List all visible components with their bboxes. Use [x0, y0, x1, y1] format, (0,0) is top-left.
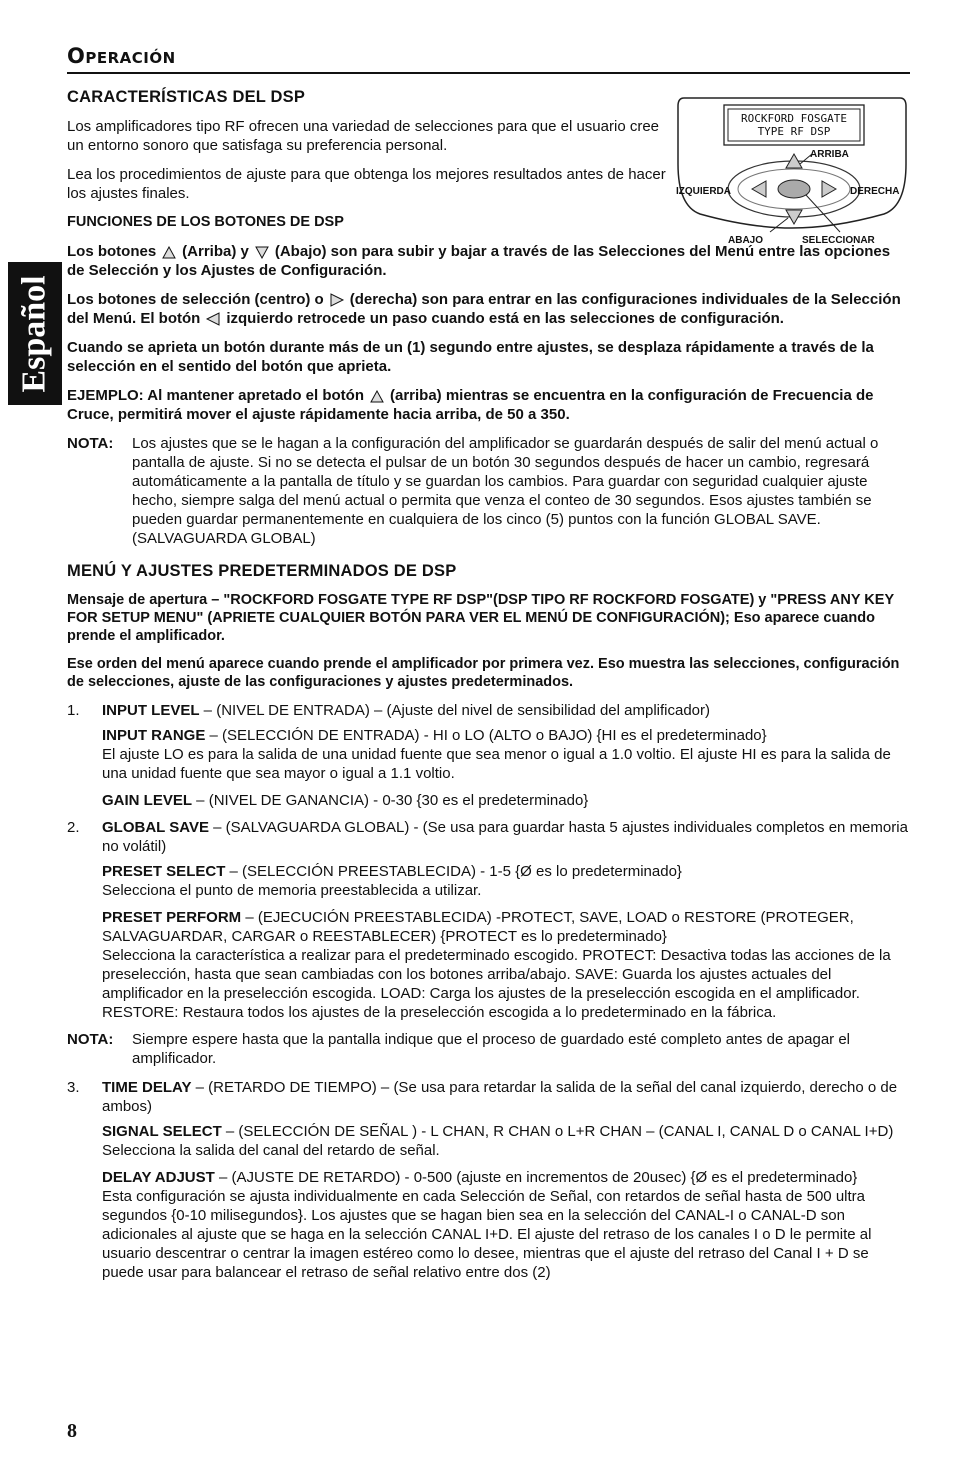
paragraph-up-down-buttons: [67, 242, 910, 280]
term: PRESET PERFORM: [102, 909, 242, 926]
text: – (NIVEL DE ENTRADA) – (Ajuste del nivel de sensibilidad del amplificador): [199, 702, 711, 719]
paragraph-example: [67, 386, 910, 424]
sub-item-title: [102, 791, 910, 810]
label-up: ARRIBA: [810, 149, 849, 160]
list-item-text: [102, 818, 910, 856]
sub-item-title: [102, 908, 910, 946]
list-number: 3.: [67, 1079, 80, 1096]
list-item-input-level: [67, 701, 910, 720]
term: SIGNAL SELECT: [102, 1123, 222, 1140]
section-heading-dsp-features: CARACTERÍSTICAS DEL DSP: [67, 88, 306, 106]
sub-item-title: [102, 1122, 910, 1141]
text: (arriba) mientras se encuentra en la configuración de Frecuencia de Cruce, permitirá mover el ajuste rápidamente hacia arriba, de 50 a 350.: [67, 387, 874, 423]
right-triangle-icon: [330, 293, 344, 307]
text: – (EJECUCIÓN PREESTABLECIDA) -PROTECT, SAVE, LOAD o RESTORE (PROTEGER, SALVAGUARDAR, CARGAR o REESTABLECER) {PROTECT es lo predeterminado}: [102, 909, 854, 945]
paragraph-opening-message: Mensaje de apertura – "ROCKFORD FOSGATE TYPE RF DSP"(DSP TIPO RF ROCKFORD FOSGATE) y "PRESS ANY KEY FOR SETUP MENU" (APRIETE CUALQUIER BOTÓN PARA VER EL MENÚ DE CONFIGURACIÓN); Eso aparece cuando prende el amplificador.: [67, 592, 894, 644]
paragraph-hold-button: Cuando se aprieta un botón durante más de un (1) segundo entre ajustes, se desplaza rápidamente a través de la selección en el sentido del botón que aprieta.: [67, 339, 874, 375]
term: DELAY ADJUST: [102, 1169, 215, 1186]
term: INPUT LEVEL: [102, 702, 200, 719]
text: (Abajo) son para subir y bajar a través de las Selecciones del Menú entre las opciones de Selección y los Ajustes de Configuración.: [67, 243, 891, 279]
list-item-global-save: [67, 818, 910, 856]
list-number: 1.: [67, 702, 80, 719]
paragraph-select-buttons: [67, 290, 910, 328]
note-text: Siempre espere hasta que la pantalla indique que el proceso de guardado esté completo antes de apagar el amplificador.: [132, 1031, 851, 1067]
text: – (NIVEL DE GANANCIA) - 0-30 {30 es el predeterminado}: [192, 792, 589, 809]
page-title: Operación: [67, 44, 176, 68]
sub-heading-button-functions: FUNCIONES DE LOS BOTONES DE DSP: [67, 214, 344, 230]
text: – (SALVAGUARDA GLOBAL) - (Se usa para guardar hasta 5 ajustes individuales completos en memoria no volátil): [102, 819, 908, 855]
text: Los botones: [67, 243, 157, 260]
term: INPUT RANGE: [102, 727, 206, 744]
sub-item-delay-adjust: [102, 1168, 910, 1282]
note-block: [67, 434, 910, 548]
list-item-text: [102, 701, 910, 720]
language-tab-label: Español: [16, 274, 53, 393]
page-number: 8: [67, 1420, 77, 1442]
sub-item-preset-select: [102, 862, 910, 900]
term: PRESET SELECT: [102, 863, 226, 880]
list-item-text: [102, 1078, 910, 1116]
section-heading-menu-defaults: MENÚ Y AJUSTES PREDETERMINADOS DE DSP: [67, 562, 457, 580]
sub-item-title: [102, 1168, 910, 1187]
paragraph: Los amplificadores tipo RF ofrecen una variedad de selecciones para que el usuario cree un entorno sonoro que satisfaga su preferencia personal.: [67, 118, 660, 154]
text: – (SELECCIÓN DE ENTRADA) - HI o LO (ALTO o BAJO) {HI es el predeterminado}: [205, 727, 767, 744]
label-left: IZQUIERDA: [676, 186, 731, 197]
sub-item-desc: El ajuste LO es para la salida de una unidad fuente que sea menor o igual a 1.0 voltio. El ajuste HI es para la salida de una unidad fuente que sea mayor o igual a 1.1 voltio.: [102, 746, 891, 782]
sub-item-gain-level: [102, 791, 910, 810]
paragraph-menu-order: Ese orden del menú aparece cuando prende el amplificador por primera vez. Eso muestra las selecciones, configuración de selecciones, ajuste de las configuraciones y ajustes predeterminados.: [67, 656, 900, 690]
sub-item-desc: Selecciona la característica a realizar para el predeterminado escogido. PROTECT: Desactiva todas las acciones de la preselección, hasta que sean cambiadas con los botones arriba/abajo. SAVE: Guarda los ajustes actuales del amplificador en la preselección escogida. LOAD: Carga los ajustes de la preselección escogida en el amplificador. RESTORE: Restaura todos los ajustes de la preselección escogida a lo predeterminado en la fábrica.: [102, 947, 891, 1021]
paragraph: Lea los procedimientos de ajuste para que obtenga los mejores resultados antes de hacer los ajustes finales.: [67, 166, 666, 202]
note-block: [67, 1030, 910, 1068]
text: – (SELECCIÓN PREESTABLECIDA) - 1-5 {Ø es lo predeterminado}: [225, 863, 682, 880]
lcd-line-1: ROCKFORD FOSGATE: [741, 112, 847, 125]
text: Los botones de selección (centro) o: [67, 291, 324, 308]
note-text: Los ajustes que se le hagan a la configuración del amplificador se guardarán después de salir del menú actual o pantalla de ajuste. Si no se detecta el pulsar de un botón 30 segundos después de hacer un cambio, regresará automáticamente a la pantalla de título y se guardan los cambios. Para guardar con seguridad cualquier ajuste hecho, siempre salga del menú actual o permita que venza el conteo de 30 segundos. Esos ajustes también se pueden guardar permanentemente en cualquiera de los cinco (5) puntos con la función GLOBAL SAVE. (SALVAGUARDA GLOBAL): [132, 435, 879, 547]
label-select: SELECCIONAR: [802, 235, 875, 246]
sub-item-title: [102, 726, 910, 745]
term: TIME DELAY: [102, 1079, 192, 1096]
note-label: NOTA:: [67, 435, 114, 452]
sub-item-desc: Selecciona el punto de memoria preestablecida a utilizar.: [102, 882, 482, 899]
up-triangle-icon: [162, 246, 176, 259]
note-label: NOTA:: [67, 1031, 114, 1048]
term: GLOBAL SAVE: [102, 819, 209, 836]
sub-item-desc: Esta configuración se ajusta individualmente en cada Selección de Señal, con retardos de señal hasta de 500 ultra segundos {0-10 milisegundos}. Los ajustes que se hagan bien sea en la selección del CANAL-I o CANAL-D son adicionales al ajuste que se haga en la selección CANAL I+D. El ajuste del retraso de los canales I o D le permite al usuario descentrar o centrar la imagen estéreo como lo desee, mientras que el ajuste del retraso del Canal I + D se puede usar para balancear el retraso de señal relativo entre dos (2): [102, 1188, 872, 1281]
list-item-time-delay: [67, 1078, 910, 1116]
left-triangle-icon: [206, 312, 220, 326]
term: GAIN LEVEL: [102, 792, 193, 809]
text: (derecha) son para entrar en las configuraciones individuales de la Selección del Menú. El botón: [67, 291, 901, 327]
page-content: [67, 88, 910, 1290]
sub-item-signal-select: [102, 1122, 910, 1160]
down-triangle-icon: [255, 246, 269, 259]
text: – (SELECCIÓN DE SEÑAL ) - L CHAN, R CHAN o L+R CHAN – (CANAL I, CANAL D o CANAL I+D): [221, 1123, 894, 1140]
text: EJEMPLO: Al mantener apretado el botón: [67, 387, 364, 404]
label-down: ABAJO: [728, 235, 764, 246]
label-right: DERECHA: [850, 186, 900, 197]
sub-item-input-range: [102, 726, 910, 783]
text: – (AJUSTE DE RETARDO) - 0-500 (ajuste en incrementos de 20usec) {Ø es el predeterminado}: [214, 1169, 858, 1186]
list-number: 2.: [67, 819, 80, 836]
text: izquierdo retrocede un paso cuando está en las selecciones de configuración.: [226, 310, 784, 327]
sub-item-preset-perform: [102, 908, 910, 1022]
up-triangle-icon: [370, 390, 384, 403]
sub-item-desc: Selecciona la salida del canal del retardo de señal.: [102, 1142, 440, 1159]
language-tab: [8, 262, 62, 405]
text: – (RETARDO DE TIEMPO) – (Se usa para retardar la salida de la señal del canal izquierdo, derecho o de ambos): [102, 1079, 898, 1115]
page-header: [67, 44, 910, 74]
sub-item-title: [102, 862, 910, 881]
lcd-line-2: TYPE RF DSP: [757, 125, 831, 138]
text: (Arriba) y: [182, 243, 249, 260]
